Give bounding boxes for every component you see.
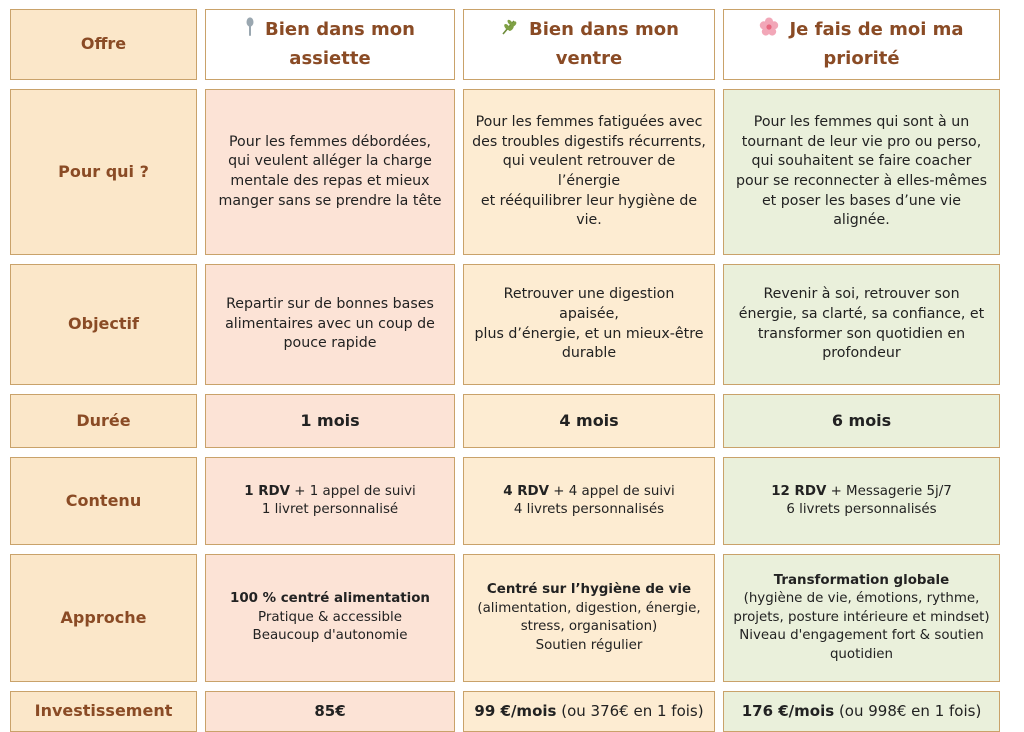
contenu-livret: 1 livret personnalisé: [261, 502, 399, 517]
pour-qui-cell: [463, 89, 715, 255]
row-label-text: Offre: [80, 34, 127, 54]
pour-qui-line: des troubles digestifs récurrents,: [472, 133, 706, 150]
duree-value: 4 mois: [559, 410, 619, 430]
approche-line: (alimentation, digestion, énergie,: [477, 600, 701, 616]
flower-icon: [759, 17, 779, 45]
prix-cell: [723, 691, 1000, 732]
contenu-rdv: 12 RDV: [771, 483, 827, 499]
approche-line: Pratique & accessible: [257, 609, 402, 625]
approche-line: stress, organisation): [520, 619, 658, 634]
objectif-line: Revenir à soi, retrouver son: [763, 286, 960, 303]
row-label-text: Pour qui ?: [58, 161, 149, 181]
row-label-pour-qui: [10, 89, 197, 255]
approche-line: (hygiène de vie, émotions, rythme,: [743, 591, 980, 607]
objectif-cell: [463, 264, 715, 385]
contenu-rdv: 4 RDV: [503, 483, 549, 499]
spoon-icon: [245, 17, 255, 45]
pour-qui-line: mentale des repas et mieux: [230, 173, 430, 189]
offer-title: Bien dans mon ventre: [529, 19, 679, 69]
approche-cell: [205, 554, 455, 682]
offer-title-line2: assiette: [289, 47, 371, 69]
row-label-text: Objectif: [68, 314, 139, 334]
prix-cell: [205, 691, 455, 732]
pour-qui-cell: [723, 89, 1000, 255]
pour-qui-line: pour se reconnecter à elles-mêmes: [735, 173, 988, 189]
duree-value: 6 mois: [831, 410, 892, 430]
pour-qui-line: et poser les bases d’une vie: [761, 192, 962, 209]
objectif-line: profondeur: [822, 345, 901, 362]
contenu-rdv: 1 RDV: [244, 483, 290, 499]
row-label-text: Durée: [76, 410, 131, 430]
objectif-line: alimentaires avec un coup de: [225, 315, 435, 332]
contenu-cell: [463, 457, 715, 545]
offer-title: Bien dans mon: [265, 19, 415, 41]
approche-line: projets, posture intérieure et mindset): [733, 609, 990, 625]
prix-value: 99 €/mois: [474, 702, 557, 721]
row-label-duree: [10, 394, 197, 448]
prix-cell: [463, 691, 715, 732]
row-label-text: Investissement: [34, 701, 173, 721]
objectif-line: Retrouver une digestion apaisée,: [503, 286, 675, 322]
pour-qui-line: tournant de leur vie pro ou perso,: [741, 133, 982, 150]
approche-cell: [463, 554, 715, 682]
pour-qui-line: qui souhaitent se faire coacher: [751, 153, 972, 170]
row-label-objectif: [10, 264, 197, 385]
pour-qui-line: manger sans se prendre la tête: [218, 192, 442, 209]
pour-qui-line: vie.: [576, 212, 602, 229]
pour-qui-line: Pour les femmes débordées,: [229, 133, 431, 150]
pour-qui-line: qui veulent alléger la charge: [228, 153, 432, 170]
row-label-investissement: [10, 691, 197, 732]
duree-cell: [723, 394, 1000, 448]
objectif-line: pouce rapide: [283, 335, 377, 352]
objectif-cell: [723, 264, 1000, 385]
offer-title: Je fais de moi ma: [789, 19, 964, 41]
row-label-offre: [10, 9, 197, 80]
pour-qui-line: alignée.: [833, 212, 890, 229]
pour-qui-line: et rééquilibrer leur hygiène de: [480, 192, 698, 209]
duree-cell: [463, 394, 715, 448]
contenu-livret: 6 livrets personnalisés: [786, 502, 937, 517]
approche-line: quotidien: [829, 646, 894, 662]
objectif-line: transformer son quotidien en: [757, 325, 966, 342]
approche-title: Transformation globale: [773, 572, 950, 588]
row-label-approche: [10, 554, 197, 682]
approche-cell: [723, 554, 1000, 682]
offer-header-assiette: [205, 9, 455, 80]
duree-cell: [205, 394, 455, 448]
objectif-line: durable: [561, 345, 617, 362]
row-label-text: Contenu: [65, 490, 142, 510]
offer-header-priorite: [723, 9, 1000, 80]
contenu-extra: + Messagerie 5j/7: [826, 483, 952, 499]
approche-line: Soutien régulier: [535, 637, 643, 653]
offer-title-line2: priorité: [823, 47, 900, 69]
contenu-extra: + 4 appel de suivi: [549, 483, 675, 499]
offer-header-ventre: [463, 9, 715, 80]
contenu-livret: 4 livrets personnalisés: [513, 502, 665, 517]
approche-line: Beaucoup d'autonomie: [252, 628, 408, 644]
contenu-cell: [205, 457, 455, 545]
pour-qui-line: qui veulent retrouver de l’énergie: [502, 153, 676, 189]
prix-detail: (ou 376€ en 1 fois): [556, 702, 704, 721]
approche-title: Centré sur l’hygiène de vie: [486, 582, 692, 597]
pour-qui-cell: [205, 89, 455, 255]
objectif-line: plus d’énergie, et un mieux-être: [474, 325, 704, 342]
prix-detail: (ou 998€ en 1 fois): [834, 702, 982, 721]
pour-qui-line: Pour les femmes qui sont à un: [753, 114, 970, 131]
duree-value: 1 mois: [300, 410, 360, 430]
contenu-cell: [723, 457, 1000, 545]
approche-title: 100 % centré alimentation: [230, 591, 430, 607]
prix-value: 85€: [314, 702, 346, 721]
pour-qui-line: Pour les femmes fatiguées avec: [475, 114, 703, 131]
objectif-line: Repartir sur de bonnes bases: [226, 296, 434, 313]
row-label-contenu: [10, 457, 197, 545]
row-label-text: Approche: [60, 607, 147, 627]
leaf-sprig-icon: [499, 17, 519, 45]
objectif-cell: [205, 264, 455, 385]
contenu-extra: + 1 appel de suivi: [290, 483, 416, 499]
objectif-line: énergie, sa clarté, sa confiance, et: [738, 305, 985, 322]
approche-line: Niveau d'engagement fort & soutien: [739, 628, 984, 644]
prix-value: 176 €/mois: [741, 702, 835, 721]
